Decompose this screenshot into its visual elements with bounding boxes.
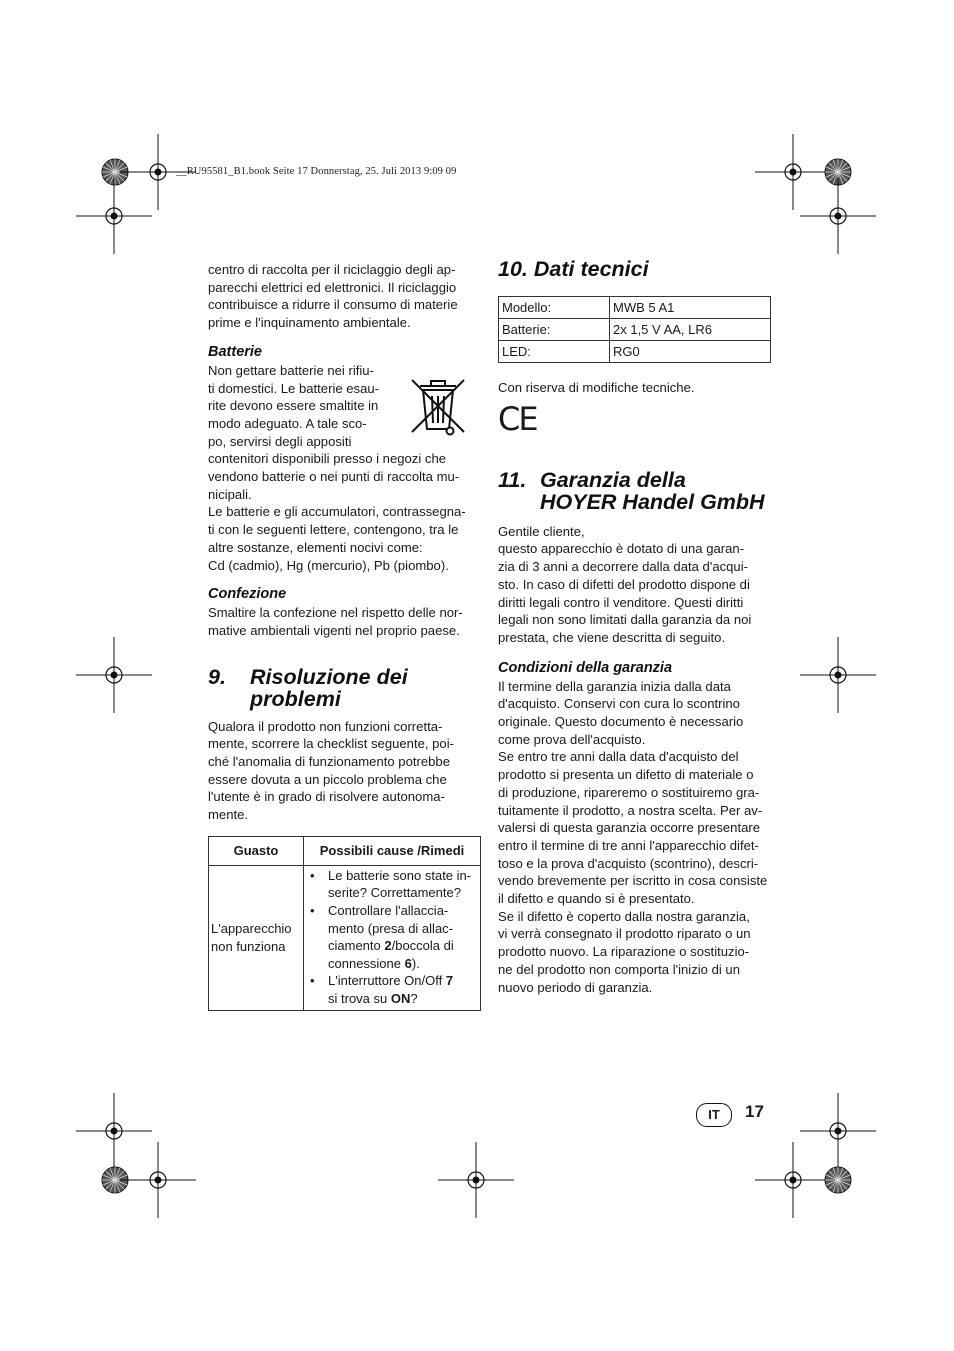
text-line: nuovo periodo di garanzia. [498,979,653,995]
text-line: prestata, che viene descritta di seguito. [498,629,726,645]
text-line: Se entro tre anni dalla data d'acquisto del [498,749,739,765]
section-title-line2: HOYER Handel GmbH [540,489,765,514]
text-line: mento (presa di allac- [328,920,453,936]
text-line: nicipali. [208,486,252,502]
page-number: 17 [745,1102,764,1121]
section-number: 10. [498,257,528,281]
text-line: • Controllare l'allaccia- [328,903,449,919]
text-line: diritti legali contro il venditore. Questi diritti [498,594,744,610]
text-line: rite devono essere smaltite in [208,398,379,414]
text-line: contenitori disponibili presso i negozi che [208,451,447,467]
fault-cell [209,865,304,1010]
text-line: non funziona [211,938,286,954]
text-line: Le batterie e gli accumulatori, contrassegna- [208,504,466,520]
text-line: vendo brevemente per iscritto in cosa consiste [498,873,768,889]
text-line: il difetto e quando si è presentato. [498,891,695,907]
text-line: ché l'anomalia di funzionamento potrebbe [208,754,450,770]
table-row [499,341,771,363]
batteries-section [208,362,483,574]
text-span: si trova su [328,991,391,1007]
text-line: Qualora il prodotto non funzioni corretta- [208,718,443,734]
technical-data-table [498,296,771,363]
text-line: Il termine della garanzia inizia dalla data [498,678,731,694]
text-line: centro di raccolta per il riciclaggio degli ap- [208,262,456,277]
text-line: questo apparecchio è dotato di una garan- [498,541,745,557]
text-line: Cd (cadmio), Hg (mercurio), Pb (piombo). [208,557,449,573]
text-line: tuitamente il prodotto, a nostra scelta. Per av- [498,802,763,818]
section-title-line1: Risoluzione dei [250,664,408,689]
spec-value: 2x 1,5 V AA, LR6 [610,319,771,341]
text-line: di produzione, ripareremo o sostituiremo gra- [498,784,760,800]
text-line: parecchi elettrici ed elettronici. Il riciclaggio [208,279,457,295]
text-line: • Le batterie sono state in- [328,867,472,883]
list-item [328,867,478,902]
spec-label: Batterie: [499,319,610,341]
ref-number: 2 [384,938,392,954]
text-line: Se il difetto è coperto dalla nostra garanzia, [498,908,750,924]
text-line: vendono batterie o nei punti di raccolta mu- [208,469,460,485]
table-header-causes: Possibili cause /Rimedi [304,836,481,865]
section-number: 11. [498,467,527,492]
crossed-bin-icon [406,372,470,438]
text-line: mative ambientali vigenti nel proprio paese. [208,622,460,638]
section-title: Dati tecnici [533,257,649,281]
spec-value: RG0 [610,341,771,363]
table-row [499,297,771,319]
text-span: ). [411,955,420,971]
packaging-heading: Confezione [208,586,287,603]
section-9-heading [208,666,483,710]
list-item [328,972,478,1007]
text-line: Non gettare batterie nei rifiu- [208,362,374,378]
language-badge: IT [696,1103,732,1127]
text-line: prime e l'inquinamento ambientale. [208,315,411,331]
list-item [328,902,478,972]
spec-value: MWB 5 A1 [610,297,771,319]
text-line: vi verrà consegnato il prodotto riparato o un [498,926,751,942]
reserve-note: Con riserva di modifiche tecniche. [498,380,695,395]
table-row [209,865,481,1010]
on-label: ON [390,991,411,1007]
text-line [328,955,478,973]
text-line: prodotto nuovo. La riparazione o sostituzio- [498,944,750,960]
ref-number: 7 [445,973,454,989]
section-title-line1: Garanzia della [540,467,686,492]
left-column [208,261,483,1011]
text-line [328,972,478,990]
print-file-info: __RU95581_B1.book Seite 17 Donnerstag, 25. Juli 2013 9:09 09 [176,166,457,177]
text-line: Gentile cliente, [498,523,585,539]
text-line: sto. In caso di difetti del prodotto dispone di [498,576,750,592]
text-span: ciamento [328,938,385,954]
text-line [328,937,478,955]
text-line: ne del prodotto non comporta l'inizio di un [498,961,740,977]
text-line: l'utente è in grado di risolvere autonoma- [208,789,445,805]
section-number: 9. [208,664,226,689]
section-10-heading [498,258,773,280]
text-line: legali non sono limitati dalla garanzia da noi [498,612,752,628]
table-header-fault: Guasto [209,836,304,865]
text-line: toso e la prova d'acquisto (scontrino), descri- [498,855,759,871]
text-line: mente. [208,807,249,823]
text-span: connessione [328,955,405,971]
text-line: contribuisce a ridurre il consumo di materie [208,297,458,313]
text-line: essere dovuta a un piccolo problema che [208,771,447,787]
ref-number: 6 [404,955,412,971]
text-line [328,990,478,1008]
troubleshooting-table [208,836,481,1011]
text-line: d'acquisto. Conservi con cura lo scontrino [498,696,740,712]
text-line: entro il termine di tre anni l'apparecchio difet- [498,837,759,853]
text-line: altre sostanze, elementi nocivi come: [208,539,423,555]
text-line: come prova dell'acquisto. [498,731,646,747]
text-span: L'interruttore On/Off [328,973,446,989]
right-column [498,258,773,996]
text-line: mente, scorrere la checklist seguente, poi- [208,736,454,752]
text-line: zia di 3 anni a decorrere dalla data d'acqui- [498,559,748,575]
text-line: ti domestici. Le batterie esau- [208,380,380,396]
text-span: /boccola di [391,938,454,954]
recycling-intro [208,261,483,332]
text-line: L'apparecchio [211,921,292,937]
text-line: modo adeguato. A tale sco- [208,415,367,431]
text-line: prodotto si presenta un difetto di materiale o [498,767,754,783]
section-11-heading [498,469,773,513]
spec-label: LED: [499,341,610,363]
text-line: originale. Questo documento è necessario [498,714,744,730]
section-title-line2: problemi [250,686,341,711]
text-line: valersi di questa garanzia occorre presentare [498,820,761,836]
text-line: po, servirsi degli appositi [208,433,352,449]
text-span: ? [410,991,418,1007]
text-line: ti con le seguenti lettere, contengono, tra le [208,522,459,538]
table-row [499,319,771,341]
spec-label: Modello: [499,297,610,319]
text-line: Smaltire la confezione nel rispetto delle nor- [208,605,463,621]
warranty-conditions-heading: Condizioni della garanzia [498,659,673,676]
ce-mark: CE [498,399,537,438]
causes-cell [304,865,481,1010]
batteries-heading: Batterie [208,343,262,360]
text-line: serite? Correttamente? [328,885,461,901]
